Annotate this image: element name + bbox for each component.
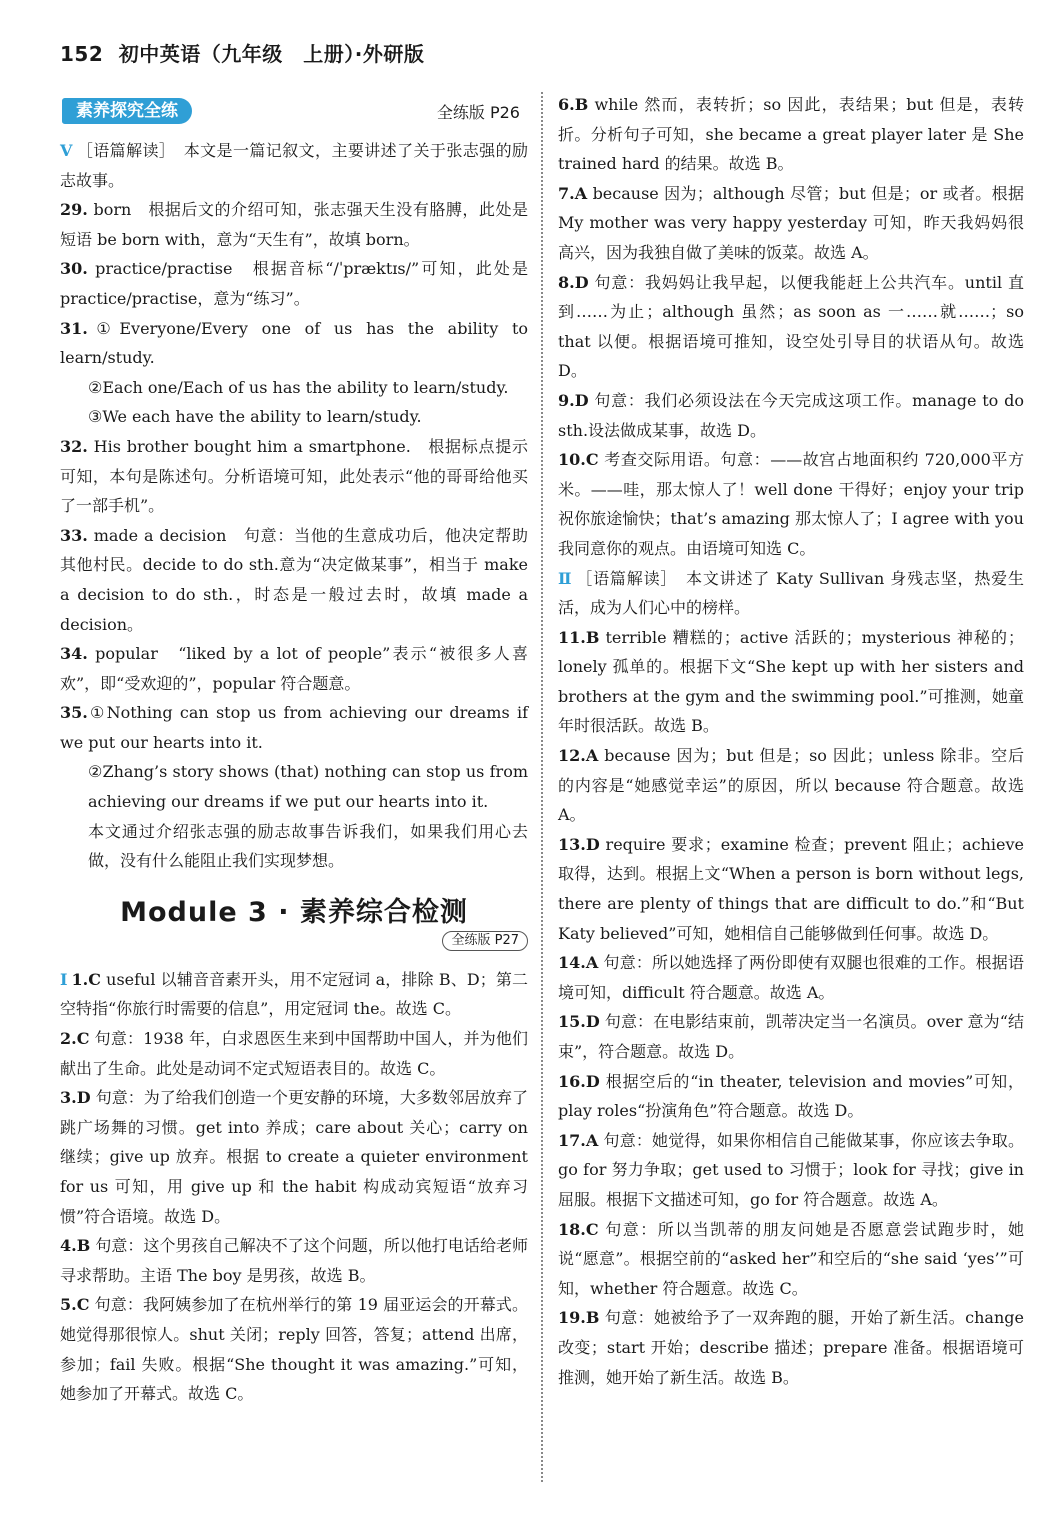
answer-number: 7.A: [558, 183, 588, 203]
answer-text: 句意：我妈妈让我早起，以便我能赶上公共汽车。until 直到……为止；although 虽然；as soon as 一……就……；so that 以便。根据语境可推知，设空处引导目的状语从句。故选 D。: [558, 272, 1024, 381]
answer-number: 18.C: [558, 1219, 599, 1239]
answer-item: [558, 90, 1024, 179]
answer-item: [558, 179, 1024, 268]
answer-text: ①Everyone/Every one of us has the ability to learn/study.: [60, 318, 528, 368]
answer-text: 句意：在电影结束前，凯蒂决定当一名演员。over 意为“结束”，符合题意。故选 D。: [558, 1012, 1024, 1061]
answer-number: 2.C: [60, 1029, 90, 1049]
answer-text: 句意：这个男孩自己解决不了这个问题，所以他打电话给老师寻求帮助。主语 The boy 是男孩，故选 B。: [60, 1236, 528, 1285]
reading-intro-text: ［语篇解读］ 本文讲述了 Katy Sullivan 身残志坚，热爱生活，成为人们心中的榜样。: [558, 568, 1024, 618]
answer-text: practice/practise 根据音标“/ˈpræktɪs/”可知，此处是 practice/practise，意为“练习”。: [60, 259, 528, 308]
book-title: 初中英语（九年级 上册）·外研版: [118, 42, 425, 66]
answer-number: 1.C: [71, 969, 101, 989]
answer-number: 32.: [60, 436, 88, 456]
answer-line: ③We each have the ability to learn/study.: [88, 407, 422, 427]
section-banner-row: [60, 90, 528, 130]
answer-text: 句意：她觉得，如果你相信自己能做某事，你应该去争取。go for 努力争取；get used to 习惯于；look for 寻找；give in 屈服。根据下文描述可知，go for 符合题意。故选 A。: [558, 1130, 1024, 1209]
answer-item: [60, 1231, 528, 1290]
answer-item: [558, 1007, 1024, 1066]
answer-number: 17.A: [558, 1130, 599, 1150]
answer-text: 句意：所以她选择了两份即使有双腿也很难的工作。根据语境可知，difficult 符合题意。故选 A。: [558, 953, 1024, 1002]
reading-intro-text: ［语篇解读］ 本文是一篇记叙文，主要讲述了关于张志强的励志故事。: [60, 141, 528, 190]
answer-text: terrible 糟糕的；active 活跃的；mysterious 神秘的；lonely 孤单的。根据下文“She kept up with her sisters and brothers at the gym and the swimming pool.”可推测，她童年时很活跃。故选 B。: [558, 627, 1024, 736]
answer-item: [558, 1303, 1024, 1392]
answer-item: [558, 386, 1024, 445]
reading-intro: [60, 136, 528, 195]
page-number: 152: [60, 42, 104, 66]
answer-text: 句意：她被给予了一双奔跑的腿，开始了新生活。change 改变；start 开始；describe 描述；prepare 准备。根据语境可推测，她开始了新生活。故选 B。: [558, 1308, 1024, 1387]
answer-number: 30.: [60, 259, 88, 279]
answer-number: 15.D: [558, 1012, 600, 1032]
section-mark-v: Ⅴ: [60, 141, 73, 160]
answer-item: [558, 948, 1024, 1007]
section-banner: 素养探究全练: [62, 98, 192, 124]
section-mark-ii: Ⅱ: [558, 568, 572, 588]
answer-text: 句意：为了给我们创造一个更安静的环境，大多数邻居放弃了跳广场舞的习惯。get into 养成；care about 关心；carry on 继续；give up 放弃。根据 to create a quieter environment for us 可知，用 give up 和 the habit 构成动宾短语“放弃习惯”符合语境。故选 D。: [60, 1088, 528, 1226]
section-ref: 全练版 P26: [436, 103, 520, 122]
answer-number: 9.D: [558, 390, 589, 410]
answer-number: 8.D: [558, 272, 589, 292]
answer-text: because 因为；although 尽管；but 但是；or 或者。根据 My mother was very happy yesterday 可知，昨天我妈妈很高兴，因为我独自做了美味的饭菜。故选 A。: [558, 183, 1024, 262]
answer-text: 根据空后的“in theater, television and movies”可知，play roles“扮演角色”符合题意。故选 D。: [558, 1071, 1024, 1121]
answer-item: [60, 195, 528, 254]
answer-item: [60, 1024, 528, 1083]
column-divider: [541, 92, 543, 1482]
answer-item: [558, 1215, 1024, 1304]
answer-item: [60, 254, 528, 313]
answer-text: 句意：所以当凯蒂的朋友问她是否愿意尝试跑步时，她说“愿意”。根据空前的“asked her”和空后的“she said ‘yes’”可知，whether 符合题意。故选 C。: [558, 1219, 1024, 1298]
answer-number: 4.B: [60, 1236, 91, 1256]
answer-item: [60, 432, 528, 521]
answer-item: [60, 698, 528, 757]
answer-number: 11.B: [558, 627, 600, 647]
page-header: [60, 38, 424, 67]
answer-number: 16.D: [558, 1071, 600, 1091]
answer-summary: 本文通过介绍张志强的励志故事告诉我们，如果我们用心去做，没有什么能阻止我们实现梦想。: [88, 821, 528, 871]
module-ref: 全练版 P27: [442, 931, 528, 951]
answer-item: [60, 1290, 528, 1408]
left-column: [60, 90, 528, 1409]
answer-number: 13.D: [558, 834, 600, 854]
answer-text: 句意：1938 年，白求恩医生来到中国帮助中国人，并为他们献出了生命。此处是动词不定式短语表目的。故选 C。: [60, 1029, 528, 1078]
answer-number: 14.A: [558, 953, 599, 973]
module-title: Module 3 · 素养综合检测: [120, 896, 468, 928]
answer-number: 3.D: [60, 1088, 91, 1108]
answer-text: made a decision 句意：当他的生意成功后，他决定帮助其他村民。decide to do sth.意为“决定做某事”，相当于 make a decision to do sth.，时态是一般过去时，故填 made a decision。: [60, 525, 528, 634]
answer-text: born 根据后文的介绍可知，张志强天生没有胳膊，此处是短语 be born with，意为“天生有”，故填 born。: [60, 200, 528, 249]
answer-item: [558, 445, 1024, 563]
answer-item: [558, 268, 1024, 386]
answer-text: 句意：我们必须设法在今天完成这项工作。manage to do sth.设法做成某事，故选 D。: [558, 390, 1024, 440]
answer-number: 34.: [60, 644, 88, 664]
answer-item: [558, 830, 1024, 948]
answer-text: because 因为；but 但是；so 因此；unless 除非。空后的内容是“她感觉幸运”的原因，所以 because 符合题意。故选 A。: [558, 746, 1024, 825]
answer-item: [558, 741, 1024, 830]
module-ref-row: [60, 929, 528, 951]
reading-intro-2: [558, 564, 1024, 623]
answer-line: ②Zhang’s story shows (that) nothing can stop us from achieving our dreams if we put our hearts into it.: [88, 762, 528, 812]
right-column: [558, 90, 1024, 1392]
answer-item: [558, 1067, 1024, 1126]
answer-number: 5.C: [60, 1295, 90, 1315]
answer-number: 35.: [60, 703, 88, 723]
answer-text: require 要求；examine 检查；prevent 阻止；achieve 取得，达到。根据上文“When a person is born without legs, there are plenty of things that are difficult to do.”和“But Katy believed”可知，她相信自己能够做到任何事。故选 D。: [558, 834, 1024, 943]
answer-text: while 然而，表转折；so 因此，表结果；but 但是，表转折。分析句子可知，she became a great player later 是 She trained hard 的结果。故选 B。: [558, 95, 1024, 174]
answer-number: 29.: [60, 200, 88, 220]
answer-text: 句意：我阿姨参加了在杭州举行的第 19 届亚运会的开幕式。她觉得那很惊人。shut 关闭；reply 回答，答复；attend 出席，参加；fail 失败。根据“She thought it was amazing.”可知，她参加了开幕式。故选 C。: [60, 1295, 528, 1404]
answer-item: [558, 623, 1024, 741]
answer-line: ②Each one/Each of us has the ability to learn/study.: [88, 377, 509, 397]
answer-number: 33.: [60, 525, 88, 545]
answer-number: 12.A: [558, 746, 599, 766]
answer-text: ①Nothing can stop us from achieving our dreams if we put our hearts into it.: [60, 703, 528, 752]
answer-number: 10.C: [558, 450, 599, 470]
answer-item: [60, 965, 528, 1024]
answer-number: 6.B: [558, 95, 589, 114]
answer-text: His brother bought him a smartphone. 根据标点提示可知，本句是陈述句。分析语境可知，此处表示“他的哥哥给他买了一部手机”。: [60, 436, 528, 516]
section-mark: Ⅰ: [60, 969, 68, 989]
answer-text: useful 以辅音音素开头，用不定冠词 a，排除 B、D；第二空特指“你旅行时需要的信息”，用定冠词 the。故选 C。: [60, 969, 528, 1019]
answer-item: [60, 639, 528, 698]
answer-text: popular “liked by a lot of people”表示“被很多人喜欢”，即“受欢迎的”，popular 符合题意。: [60, 644, 528, 693]
answer-item: [60, 1083, 528, 1231]
answer-number: 31.: [60, 318, 88, 338]
answer-item: [60, 521, 528, 639]
answer-item: [558, 1126, 1024, 1215]
answer-text: 考查交际用语。句意：——故宫占地面积约 720,000平方米。——哇，那太惊人了！well done 干得好；enjoy your trip 祝你旅途愉快；that’s amazing 那太惊人了；I agree with you 我同意你的观点。由语境可知选 C。: [558, 450, 1024, 558]
answer-number: 19.B: [558, 1308, 600, 1328]
answer-item: [60, 314, 528, 373]
